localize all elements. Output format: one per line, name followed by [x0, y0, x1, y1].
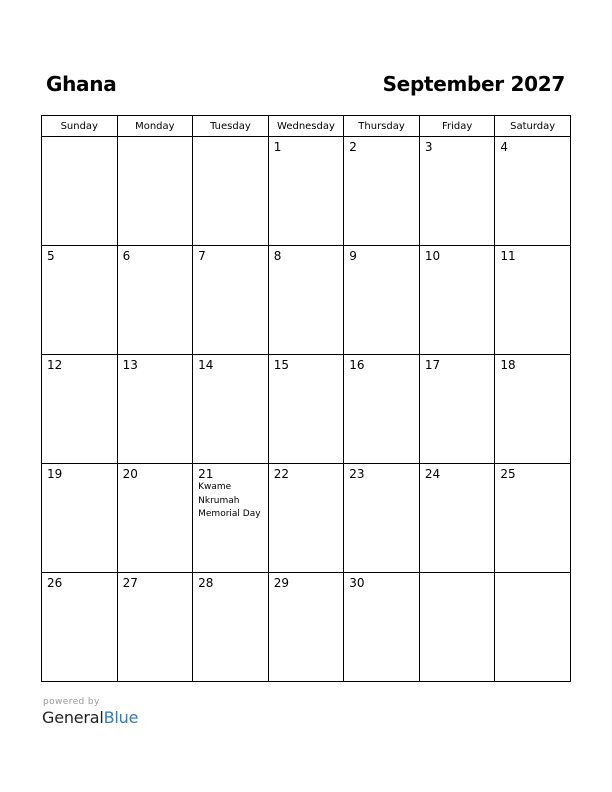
generalblue-logo[interactable] [42, 708, 138, 727]
calendar-grid [41, 115, 571, 682]
weekday-header: Wednesday [268, 116, 344, 137]
day-cell [495, 137, 571, 246]
day-cell [117, 137, 193, 246]
day-cell [268, 573, 344, 682]
day-cell [419, 137, 495, 246]
weekday-header: Monday [117, 116, 193, 137]
day-cell [419, 464, 495, 573]
day-cell [268, 464, 344, 573]
day-cell [117, 246, 193, 355]
day-number: 22 [273, 467, 289, 481]
week-row [42, 246, 571, 355]
weekday-header: Friday [419, 116, 495, 137]
day-cell [193, 464, 269, 573]
holiday-label: Kwame Nkrumah Memorial Day [198, 482, 261, 519]
day-cell [117, 464, 193, 573]
day-cell [193, 573, 269, 682]
week-row [42, 573, 571, 682]
day-cell [344, 246, 420, 355]
weekday-header: Sunday [42, 116, 118, 137]
day-number: 1 [273, 140, 282, 154]
day-cell [42, 573, 118, 682]
day-number: 30 [349, 576, 365, 590]
day-cell [344, 137, 420, 246]
day-cell [42, 246, 118, 355]
day-number: 4 [500, 140, 509, 154]
weekday-header: Tuesday [193, 116, 269, 137]
day-number: 27 [122, 576, 138, 590]
day-number: 2 [349, 140, 357, 154]
week-row [42, 464, 571, 573]
day-number: 15 [273, 358, 289, 372]
brand-name-part2: Blue [103, 708, 139, 727]
day-cell [344, 573, 420, 682]
month-title: September 2027 [382, 72, 565, 96]
day-cell [193, 137, 269, 246]
powered-by-label: powered by [43, 697, 100, 707]
day-number: 20 [122, 467, 138, 481]
brand-name-part1: General [42, 708, 104, 727]
day-cell [42, 137, 118, 246]
day-number: 9 [349, 249, 357, 263]
day-number: 5 [47, 249, 55, 263]
day-number: 19 [47, 467, 63, 481]
day-cell [42, 464, 118, 573]
day-number: 12 [47, 358, 63, 372]
day-cell [117, 573, 193, 682]
day-number: 16 [349, 358, 365, 372]
day-cell [117, 355, 193, 464]
day-cell [495, 246, 571, 355]
day-number: 17 [424, 358, 441, 372]
day-cell [268, 137, 344, 246]
day-cell [495, 573, 571, 682]
weekday-header: Saturday [495, 116, 571, 137]
day-cell [344, 464, 420, 573]
day-number: 8 [273, 249, 282, 263]
day-cell [419, 573, 495, 682]
day-number: 28 [198, 576, 214, 590]
day-number: 11 [500, 249, 516, 263]
day-cell [419, 246, 495, 355]
day-cell [268, 355, 344, 464]
day-number: 7 [198, 249, 206, 263]
week-row [42, 355, 571, 464]
day-number: 23 [349, 467, 365, 481]
week-row [42, 137, 571, 246]
day-number: 24 [424, 467, 441, 481]
day-number: 18 [500, 358, 516, 372]
day-number: 6 [122, 249, 131, 263]
country-title: Ghana [46, 72, 117, 96]
day-cell [193, 246, 269, 355]
day-cell [193, 355, 269, 464]
weekday-header-row [42, 116, 571, 137]
weekday-header: Thursday [344, 116, 420, 137]
day-cell [268, 246, 344, 355]
day-number: 26 [47, 576, 63, 590]
day-cell [42, 355, 118, 464]
day-cell [419, 355, 495, 464]
day-number: 14 [198, 358, 214, 372]
day-cell [495, 355, 571, 464]
day-cell [344, 355, 420, 464]
day-number: 13 [122, 358, 138, 372]
day-cell [495, 464, 571, 573]
day-number: 25 [500, 467, 516, 481]
day-number: 10 [424, 249, 441, 263]
day-number: 3 [424, 140, 433, 154]
day-number: 21 [198, 467, 214, 481]
day-number: 29 [273, 576, 289, 590]
